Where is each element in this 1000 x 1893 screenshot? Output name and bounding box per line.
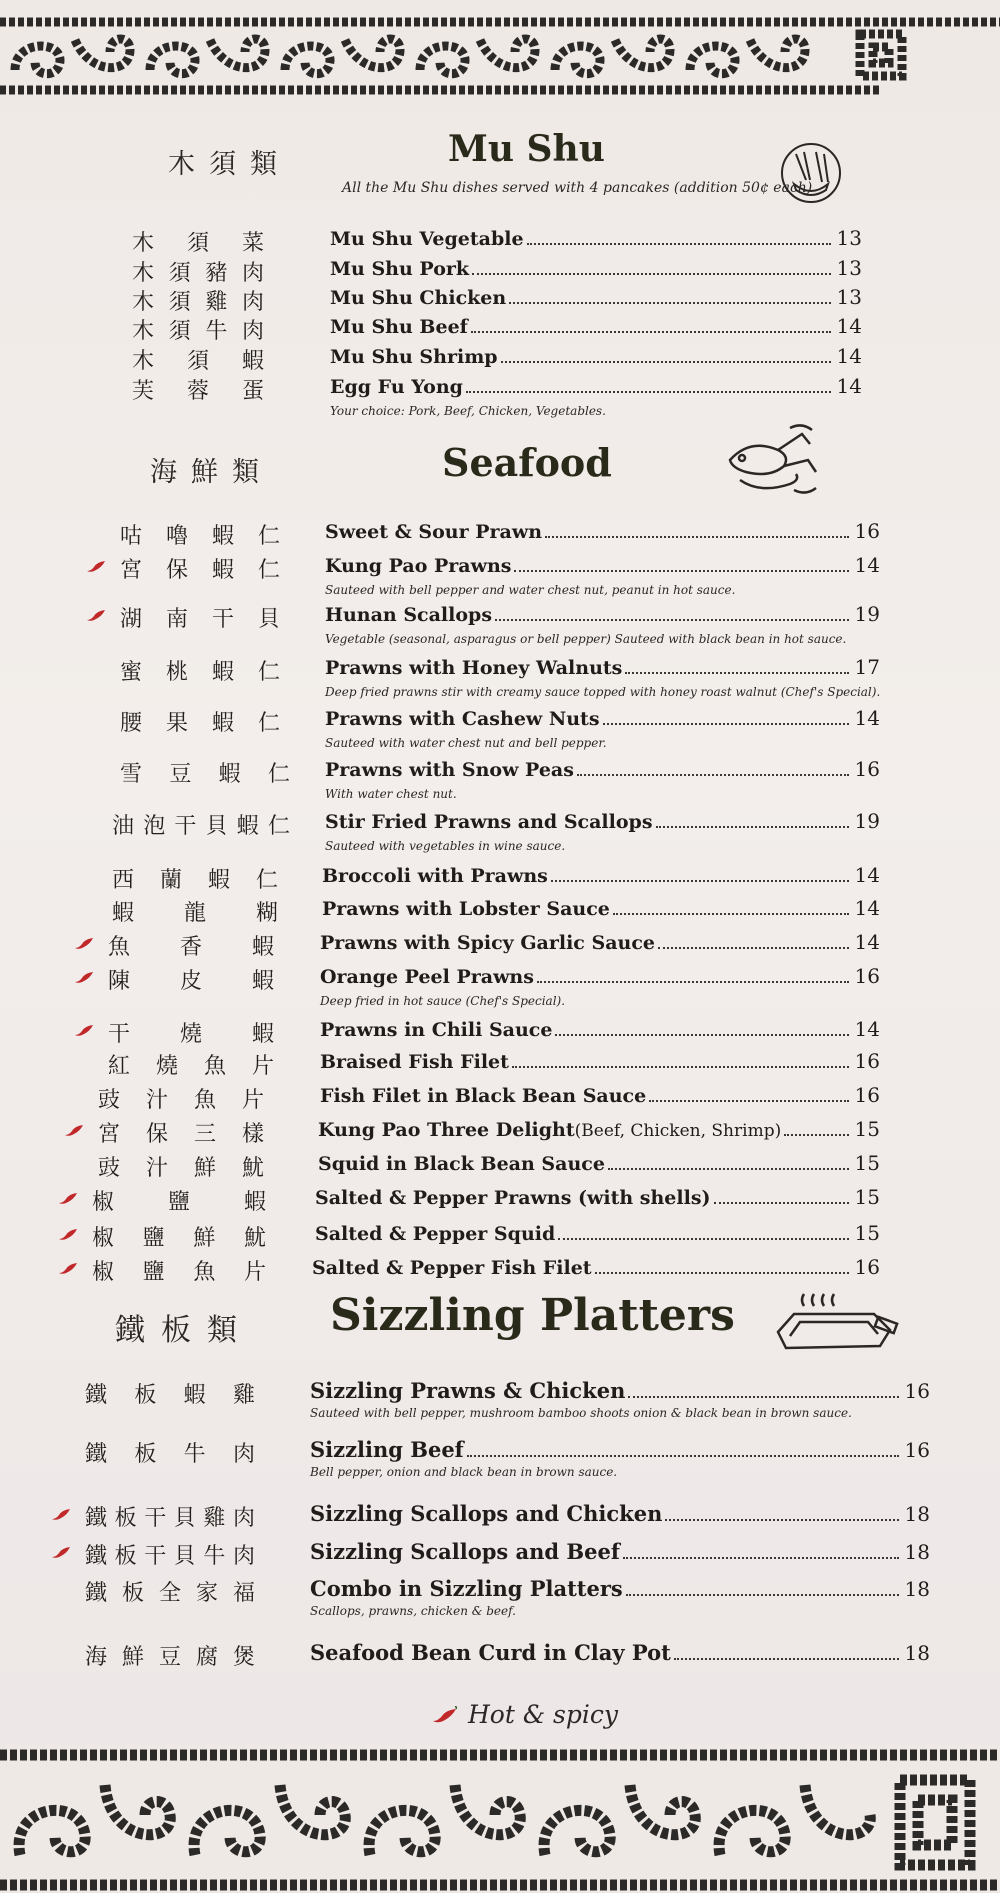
dot-leader [658,947,849,949]
menu-item-name: Egg Fu Yong [330,376,463,398]
menu-item-name: Prawns in Chili Sauce [320,1019,553,1041]
menu-item-name: Mu Shu Chicken [330,287,507,309]
menu-item-line [310,1501,930,1526]
menu-item-description: Scallops, prawns, chicken & beef. [310,1604,516,1618]
menu-item-chinese-name: 干 燒 蝦 [108,1022,274,1047]
dot-leader [467,1455,899,1457]
menu-item-line [330,374,862,398]
dot-leader [623,1557,899,1559]
menu-item-price: 15 [854,1151,880,1175]
menu-item-price: 14 [854,896,880,920]
menu-item-chinese-name: 椒 鹽 鮮 魷 [92,1226,266,1251]
dot-leader [537,981,849,983]
menu-item-line [320,930,880,954]
menu-item-price: 19 [854,809,880,833]
menu-item-description: Sauteed with bell pepper, mushroom bamboo shoots onion & black bean in brown sauce. [310,1406,852,1420]
dot-leader [674,1658,899,1660]
chili-pepper-icon [58,1227,78,1241]
menu-item-line [318,1151,880,1175]
menu-item-chinese-name: 木 須 蝦 [132,349,264,374]
dot-leader [665,1519,898,1521]
menu-item-price: 18 [904,1641,930,1665]
chopsticks-emblem-icon [778,140,844,206]
menu-item-line [330,344,862,368]
menu-item-chinese-name: 蝦 龍 糊 [112,901,278,926]
dot-leader [558,1238,848,1240]
seafood-illustration-icon [720,420,830,500]
menu-item-description: Sauteed with water chest nut and bell pepper. [325,736,607,750]
menu-item-chinese-name: 腰 果 蝦 仁 [120,711,280,736]
menu-item-description: Sauteed with vegetables in wine sauce. [325,839,566,853]
menu-item-name: Squid in Black Bean Sauce [318,1153,605,1175]
sizzling-platter-illustration-icon [770,1290,900,1358]
dot-leader [626,1594,899,1596]
menu-item-name: Prawns with Lobster Sauce [322,898,610,920]
menu-item-price: 13 [836,256,862,280]
top-border-pattern [0,0,1000,110]
menu-item-line [325,809,880,833]
chili-pepper-icon [86,559,106,573]
dot-leader [495,619,849,621]
dot-leader [545,536,849,538]
menu-item-price: 16 [854,757,880,781]
menu-item-line [325,757,880,781]
menu-item-chinese-name: 陳 皮 蝦 [108,969,274,994]
menu-item-name: Stir Fried Prawns and Scallops [325,811,653,833]
menu-item-name: Braised Fish Filet [320,1051,509,1073]
dot-leader [628,1396,898,1398]
dot-leader [608,1168,849,1170]
chili-pepper-icon [64,1123,84,1137]
menu-item-line [310,1640,930,1665]
menu-item-line [325,519,880,543]
menu-item-chinese-name: 椒 鹽 魚 片 [92,1260,266,1285]
menu-item-chinese-name: 木 須 牛 肉 [132,319,264,344]
menu-item-line [325,602,880,626]
dot-leader [714,1202,849,1204]
menu-item-line [320,1017,880,1041]
menu-item-chinese-name: 魚 香 蝦 [108,935,274,960]
menu-item-name: Mu Shu Vegetable [330,228,524,250]
dot-leader [595,1272,849,1274]
sizzling-chinese-title: 鐵板類 [115,1313,253,1348]
menu-item-price: 16 [854,519,880,543]
menu-item-price: 18 [904,1577,930,1601]
menu-item-name: Mu Shu Shrimp [330,346,498,368]
dot-leader [555,1034,848,1036]
menu-item-price: 16 [854,964,880,988]
dot-leader [471,331,831,333]
menu-item-line [320,1083,880,1107]
seafood-chinese-title: 海鮮類 [150,457,273,488]
menu-item-price: 16 [854,1255,880,1279]
menu-item-price: 19 [854,602,880,626]
menu-item-name: Sweet & Sour Prawn [325,521,543,543]
menu-item-price: 16 [854,1049,880,1073]
menu-item-name: Fish Filet in Black Bean Sauce [320,1085,647,1107]
menu-item-price: 14 [836,374,862,398]
menu-item-name: Sizzling Scallops and Beef [310,1539,620,1564]
menu-item-chinese-name: 海 鮮 豆 腐 煲 [85,1645,255,1670]
menu-item-chinese-name: 蜜 桃 蝦 仁 [120,660,280,685]
menu-item-chinese-name: 椒 鹽 蝦 [92,1190,266,1215]
menu-item-chinese-name: 西 蘭 蝦 仁 [112,868,278,893]
chili-pepper-icon [51,1507,71,1521]
menu-item-chinese-name: 咕 嚕 蝦 仁 [120,524,280,549]
menu-item-price: 16 [904,1379,930,1403]
seafood-title: Seafood [442,440,612,485]
menu-item-chinese-name: 鐵 板 干 貝 雞 肉 [85,1506,255,1531]
chili-pepper-icon [58,1261,78,1275]
menu-item-chinese-name: 木 須 菜 [132,231,264,256]
menu-item-line [310,1437,930,1462]
menu-item-chinese-name: 紅 燒 魚 片 [108,1054,274,1079]
menu-item-line [315,1185,880,1209]
menu-item-line [325,655,880,679]
dot-leader [656,826,849,828]
menu-item-price: 14 [854,553,880,577]
chili-pepper-icon [86,608,106,622]
menu-item-line [325,706,880,730]
menu-item-description: Bell pepper, onion and black bean in brown sauce. [310,1465,618,1479]
mushu-note: All the Mu Shu dishes served with 4 pancakes (addition 50¢ each) [342,180,813,196]
menu-item-description: Sauteed with bell pepper and water chest nut, peanut in hot sauce. [325,583,736,597]
menu-item-chinese-name: 宮 保 蝦 仁 [120,558,280,583]
menu-item-line [312,1255,880,1279]
menu-item-price: 17 [854,655,880,679]
dot-leader [551,880,849,882]
menu-item-price: 16 [854,1083,880,1107]
menu-item-description: Vegetable (seasonal, asparagus or bell pepper) Sauteed with black bean in hot sauce. [325,632,847,646]
menu-item-price: 15 [854,1117,880,1141]
menu-item-price: 16 [904,1438,930,1462]
chili-pepper-icon [51,1545,71,1559]
menu-item-line [330,226,862,250]
menu-item-chinese-name: 木 須 雞 肉 [132,290,264,315]
menu-item-chinese-name: 鐵 板 牛 肉 [85,1442,255,1467]
menu-item-price: 18 [904,1502,930,1526]
menu-item-name: Prawns with Cashew Nuts [325,708,600,730]
menu-item-chinese-name: 雪 豆 蝦 仁 [120,762,290,787]
dot-leader [466,391,831,393]
menu-item-description: Your choice: Pork, Beef, Chicken, Vegetables. [330,404,606,418]
chili-pepper-icon [432,1706,458,1724]
dot-leader [577,774,849,776]
dot-leader [527,243,831,245]
spicy-legend [432,1700,618,1729]
menu-item-price: 14 [836,344,862,368]
menu-item-description: Deep fried in hot sauce (Chef's Special). [320,994,566,1008]
dot-leader [649,1100,848,1102]
menu-item-name: Sizzling Scallops and Chicken [310,1501,663,1526]
chili-pepper-icon [74,1023,94,1037]
menu-item-name: Salted & Pepper Prawns (with shells) [315,1187,711,1209]
bottom-border-pattern [0,1745,1000,1893]
menu-item-price: 14 [836,314,862,338]
menu-item-line [310,1378,930,1403]
menu-item-description: Deep fried prawns stir with creamy sauce topped with honey roast walnut (Chef's Special). [325,685,881,699]
menu-item-chinese-name: 鐵 板 蝦 雞 [85,1383,255,1408]
menu-item-name: Combo in Sizzling Platters [310,1576,623,1601]
menu-item-chinese-name: 芙 蓉 蛋 [132,379,264,404]
menu-item-name: Mu Shu Pork [330,258,470,280]
menu-item-name: Prawns with Snow Peas [325,759,574,781]
menu-item-price: 18 [904,1540,930,1564]
menu-item-price: 15 [854,1185,880,1209]
menu-item-name: Broccoli with Prawns [322,865,548,887]
menu-item-price: 15 [854,1221,880,1245]
menu-item-price: 13 [836,285,862,309]
menu-item-line [318,1117,880,1141]
dot-leader [472,273,830,275]
menu-item-line [330,314,862,338]
sizzling-title: Sizzling Platters [330,1290,735,1341]
mushu-chinese-title: 木須類 [168,149,291,180]
mushu-title: Mu Shu [448,128,605,170]
menu-item-line [310,1539,930,1564]
menu-item-chinese-name: 鐵 板 干 貝 牛 肉 [85,1544,255,1569]
menu-item-line [325,553,880,577]
chili-pepper-icon [74,936,94,950]
menu-item-price: 14 [854,706,880,730]
dot-leader [603,723,849,725]
menu-item-chinese-name: 豉 汁 魚 片 [98,1088,264,1113]
menu-item-name: Prawns with Honey Walnuts [325,657,623,679]
dot-leader [625,672,848,674]
dot-leader [784,1134,848,1136]
menu-item-price: 14 [854,863,880,887]
menu-item-name: Salted & Pepper Fish Filet [312,1257,592,1279]
menu-item-description: With water chest nut. [325,787,457,801]
dot-leader [512,1066,849,1068]
menu-item-price: 14 [854,1017,880,1041]
menu-item-price: 14 [854,930,880,954]
menu-item-chinese-name: 宮 保 三 樣 [98,1122,264,1147]
chili-pepper-icon [58,1191,78,1205]
menu-item-name: Salted & Pepper Squid [315,1223,556,1245]
menu-item-name: Hunan Scallops [325,604,493,626]
dot-leader [613,913,849,915]
menu-item-chinese-name: 湖 南 干 貝 [120,607,280,632]
menu-item-name: Seafood Bean Curd in Clay Pot [310,1640,671,1665]
menu-item-chinese-name: 油 泡 干 貝 蝦 仁 [112,814,290,839]
dot-leader [501,361,831,363]
menu-item-price: 13 [836,226,862,250]
menu-item-extra: (Beef, Chicken, Shrimp) [574,1121,782,1141]
menu-item-name: Kung Pao Prawns [325,555,512,577]
spicy-legend-text: Hot & spicy [468,1700,618,1729]
menu-item-line [322,896,880,920]
menu-item-name: Sizzling Beef [310,1437,464,1462]
dot-leader [509,302,830,304]
menu-item-name: Mu Shu Beef [330,316,468,338]
menu-item-line [320,1049,880,1073]
menu-item-line [310,1576,930,1601]
menu-item-chinese-name: 鐵 板 全 家 福 [85,1581,255,1606]
menu-item-name: Orange Peel Prawns [320,966,534,988]
menu-item-line [322,863,880,887]
menu-item-line [315,1221,880,1245]
menu-item-name: Sizzling Prawns & Chicken [310,1378,626,1403]
dot-leader [514,570,848,572]
menu-item-name: Prawns with Spicy Garlic Sauce [320,932,655,954]
menu-item-line [320,964,880,988]
menu-item-chinese-name: 木 須 豬 肉 [132,261,264,286]
menu-item-name: Kung Pao Three Delight [318,1119,575,1141]
menu-item-line [330,256,862,280]
chili-pepper-icon [74,970,94,984]
menu-item-chinese-name: 豉 汁 鮮 魷 [98,1156,264,1181]
menu-item-line [330,285,862,309]
